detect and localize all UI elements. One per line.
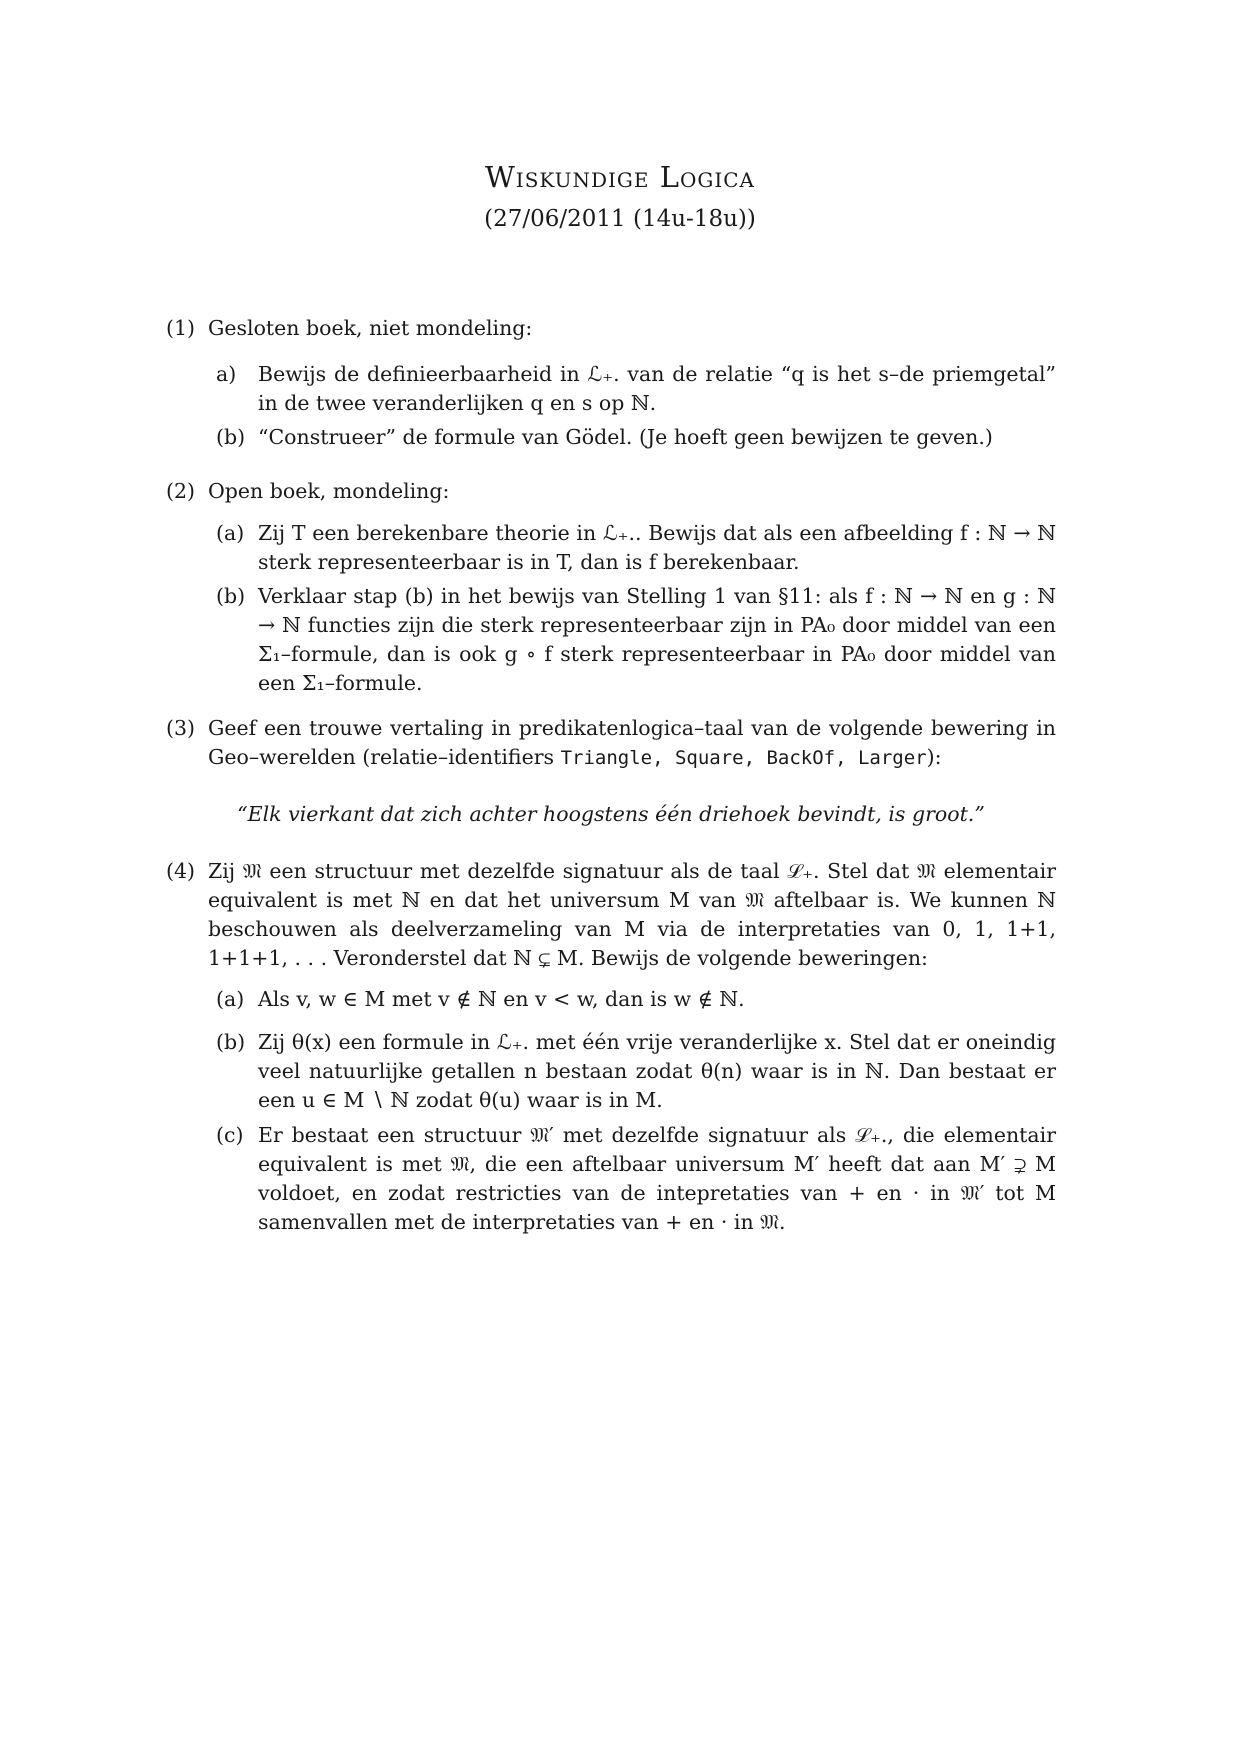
question-4c xyxy=(216,1121,1056,1237)
item-text: Bewijs de definieerbaarheid in ℒ₊. van de relatie “q is het s–de priemgetal” in de twee veranderlijken q en s op ℕ. xyxy=(258,362,1056,415)
question-4a xyxy=(216,985,1056,1014)
question-2a xyxy=(216,519,1056,577)
question-text xyxy=(208,714,1056,773)
item-text: Zij T een berekenbare theorie in ℒ₊.. Bewijs dat als een afbeelding f : ℕ → ℕ sterk representeerbaar is in T, dan is f berekenbaar. xyxy=(258,521,1056,574)
item-label: (b) xyxy=(216,425,246,449)
item-label: (c) xyxy=(216,1123,244,1147)
question-text: Gesloten boek, niet mondeling: xyxy=(208,316,533,340)
question-number: (4) xyxy=(166,859,196,883)
question-number: (3) xyxy=(166,716,196,740)
statement-quote: “Elk vierkant dat zich achter hoogstens één driehoek bevindt, is groot.” xyxy=(237,802,985,826)
item-text: “Construeer” de formule van Gödel. (Je hoeft geen bewijzen te geven.) xyxy=(258,425,993,449)
item-label: (b) xyxy=(216,584,246,608)
question-number: (1) xyxy=(166,316,196,340)
question-1 xyxy=(166,314,1056,343)
item-label: (a) xyxy=(216,987,245,1011)
item-label: a) xyxy=(216,362,237,386)
item-text: Verklaar stap (b) in het bewijs van Stelling 1 van §11: als f : ℕ → ℕ en g : ℕ → ℕ functies zijn die sterk representeerbaar zijn in PA₀ door middel van een Σ₁–formule, dan is ook g ∘ f sterk representeerbaar in PA₀ door middel van een Σ₁–formule. xyxy=(258,584,1056,695)
question-2 xyxy=(166,477,1056,506)
question-text: Open boek, mondeling: xyxy=(208,479,450,503)
question-1a xyxy=(216,360,1056,418)
item-label: (b) xyxy=(216,1030,246,1054)
relation-identifiers: Triangle, Square, BackOf, Larger xyxy=(560,747,927,769)
item-text: Zij θ(x) een formule in ℒ₊. met één vrije veranderlijke x. Stel dat er oneindig veel natuurlijke getallen n bestaan zodat θ(n) waar is in ℕ. Dan bestaat er een u ∈ M ∖ ℕ zodat θ(u) waar is in M. xyxy=(258,1030,1056,1112)
exam-date: (27/06/2011 (14u-18u)) xyxy=(484,206,756,232)
item-text: Als v, w ∈ M met v ∉ ℕ en v < w, dan is w ∉ ℕ. xyxy=(258,987,745,1011)
question-4b xyxy=(216,1028,1056,1115)
question-4 xyxy=(166,857,1056,973)
question-text: Zij 𝔐 een structuur met dezelfde signatuur als de taal ℒ₊. Stel dat 𝔐 elementair equivalent is met ℕ en dat het universum M van 𝔐 aftelbaar is. We kunnen ℕ beschouwen als deelverzameling van M via de interpretaties van 0, 1, 1+1, 1+1+1, . . . Veronderstel dat ℕ ⊊ M. Bewijs de volgende beweringen: xyxy=(208,859,1056,970)
question-1b xyxy=(216,423,1056,452)
question-text-before: Geef een trouwe vertaling in predikatenlogica–taal van de volgende bewering in Geo–werelden (relatie–identifiers xyxy=(208,716,1056,769)
item-label: (a) xyxy=(216,521,245,545)
question-2b xyxy=(216,582,1056,698)
item-text: Er bestaat een structuur 𝔐′ met dezelfde signatuur als ℒ₊., die elementair equivalent is met 𝔐, die een aftelbaar universum M′ heeft dat aan M′ ⊋ M voldoet, en zodat restricties van de intepretaties van + en · in 𝔐′ tot M samenvallen met de interpretaties van + en · in 𝔐. xyxy=(258,1123,1056,1234)
question-number: (2) xyxy=(166,479,196,503)
question-text-after: ): xyxy=(926,745,942,769)
question-3 xyxy=(166,714,1056,773)
page-title: Wiskundige Logica xyxy=(485,160,755,194)
